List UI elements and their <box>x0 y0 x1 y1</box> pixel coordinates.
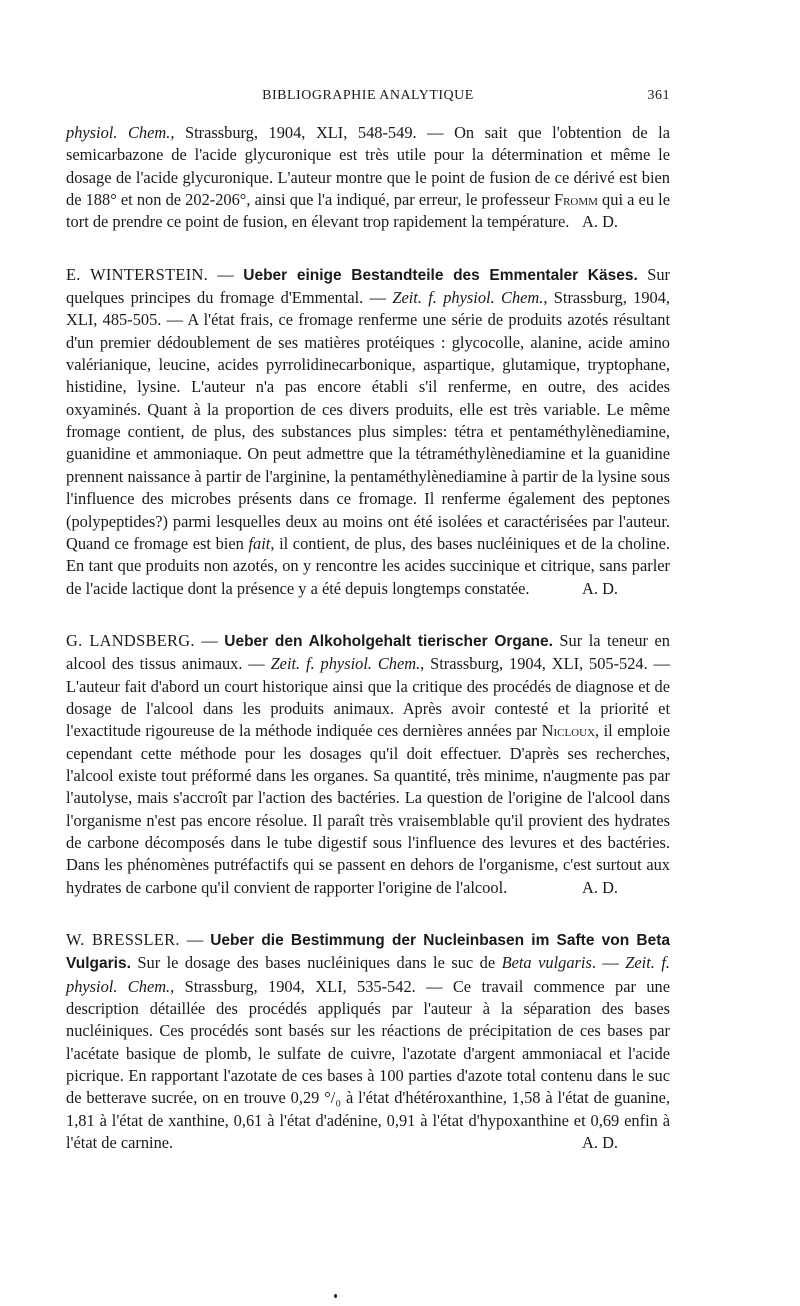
journal-abbrev: Zeit. f. physiol. Chem. <box>392 288 544 308</box>
entry-winterstein <box>66 264 670 600</box>
entry-author: W. BRESSLER. <box>66 930 180 949</box>
journal-abbrev: physiol. Chem. <box>66 123 171 142</box>
page-header <box>66 88 670 108</box>
signature: A. D. <box>582 212 618 232</box>
print-mark <box>334 1294 337 1298</box>
dash: — <box>194 630 225 650</box>
entry-text: , Strassburg, 1904, XLI, 535-542. — Ce travail commence par une description détaillée des procédés appliqués par l'auteur à la séparation des bases nucléiniques. Ces procédés sont basés sur les réactions de précipitation de ces bases par l'acétate basique de plomb, le sulfate de cuivre, l'azotate d'argent ammoniacal et l'acide picrique. En rapportant l'azotate de ces bases à 100 parties d'azote total contenu dans le suc de betterave sucrée, on en trouve 0,29 °/₀ à l'état d'hétéroxanthine, 1,58 à l'état de guanine, 1,81 à l'état de xanthine, 0,61 à l'état d'adénine, 0,91 à l'état d'hypoxanthine et 0,69 enfin à l'état de carnine. <box>66 976 670 1153</box>
signature: A. D. <box>582 1133 618 1153</box>
species-name: Beta vulgaris <box>501 953 592 973</box>
entry-title: Ueber einige Bestandteile des Emmentaler Käses. <box>243 266 638 284</box>
entry-text: , Strassburg, 1904, XLI, 548-549. — On sait que l'obtention de la semicarbazone de l'acide glycuronique est très utile pour la détermination et même le dosage de l'acide glycuronique. L'auteur montre que le point de fusion de ce dérivé est bien de 188° et non de 202-206°, ainsi que l'a indiqué, par erreur, le professeur <box>66 123 670 210</box>
entry-text: Sur quelques principes du fromage d'Emmental. — <box>66 264 670 308</box>
entry-landsberg <box>66 630 670 899</box>
journal-abbrev: Zeit. f. physiol. Chem. <box>270 654 421 674</box>
entry-text: , il contient, de plus, des bases nucléiniques et de la choline. En tant que produits non azotés, on y rencontre les acides succinique et citrique, sans parler de l'acide lactique dont la présence y a été depuis longtemps constatée. <box>66 533 670 598</box>
cited-author: Nicloux <box>541 721 596 741</box>
cited-author: Fromm <box>553 190 598 210</box>
running-title: BIBLIOGRAPHIE ANALYTIQUE <box>262 88 474 103</box>
dash: — <box>179 930 211 949</box>
entry-author: G. LANDSBERG. <box>66 630 195 650</box>
page-body <box>66 122 670 1154</box>
entry-bressler <box>66 929 670 1154</box>
signature: A. D. <box>582 877 618 897</box>
journal-abbrev: Zeit. f. physiol. Chem. <box>66 953 670 996</box>
entry-author: E. WINTERSTEIN. <box>66 264 208 284</box>
entry-text: . — <box>591 953 626 973</box>
entry-text: Sur la teneur en alcool des tissus animaux. — <box>66 630 670 674</box>
entry-text: Sur le dosage des bases nucléiniques dans le suc de <box>130 953 502 973</box>
entry-title: Ueber den Alkoholgehalt tierischer Organe. <box>224 632 553 650</box>
signature: A. D. <box>582 578 618 598</box>
italic-word: fait <box>248 533 271 553</box>
dash: — <box>208 264 244 284</box>
page-number: 361 <box>647 88 670 103</box>
entry-text: qui a eu le tort de prendre ce point de fusion, en élevant trop rapidement la température. <box>66 190 670 232</box>
entry-continued <box>66 122 670 234</box>
entry-text: , il emploie cependant cette méthode pour les dosages qu'il doit effectuer. D'après ses recherches, l'alcool existe tout préformé dans les organes. Sa quantité, très minime, n'augmente pas par l'autolyse, mais s'accroît par l'action des bactéries. La question de l'origine de l'alcool dans l'organisme n'est pas encore résolue. Il paraît très vraisemblable qu'il provient des hydrates de carbone décomposés dans le tube digestif sous l'influence des levures et des bactéries. Dans les phénomènes putréfactifs qui se passent en dehors de l'organisme, c'est surtout aux hydrates de carbone qu'il convient de rapporter l'origine de l'alcool. <box>66 721 670 897</box>
entry-text: , Strassburg, 1904, XLI, 505-524. — L'auteur fait d'abord un court historique ainsi que la critique des procédés de diagnose et de dosage de l'alcool dans les produits animaux. Après avoir contesté et la priorité et l'exactitude rigoureuse de la méthode indiquée ces dernières années par <box>66 654 670 741</box>
entry-title: Ueber die Bestimmung der Nucleinbasen im Safte von Beta Vulgaris. <box>66 932 670 973</box>
entry-text: , Strassburg, 1904, XLI, 485-505. — A l'état frais, ce fromage renferme une série de produits azotés résultant d'un premier dédoublement de ses matières protéiques : glycocolle, alanine, acide amino valérianique, leucine, acides pyrrolidinecarbonique, aspartique, glutamique, tryptophane, histidine, lysine. L'auteur n'a pas encore établi s'il renferme, en outre, des acides oxyaminés. Quant à la proportion de ces divers produits, elle est très variable. Le même fromage contient, de plus, des substances plus simples: tétra et pentaméthylènediamine, guanidine et ammoniaque. On peut admettre que la tétraméthylènediamine et la guanidine prennent naissance à partir de l'arginine, la pentaméthylènediamine à partir de la lysine sous l'influence des microbes présents dans ce fromage. Il renferme également des peptones (polypeptides?) parmi lesquelles deux au moins ont été isolées et caractérisées par l'auteur. Quand ce fromage est bien <box>66 288 670 553</box>
